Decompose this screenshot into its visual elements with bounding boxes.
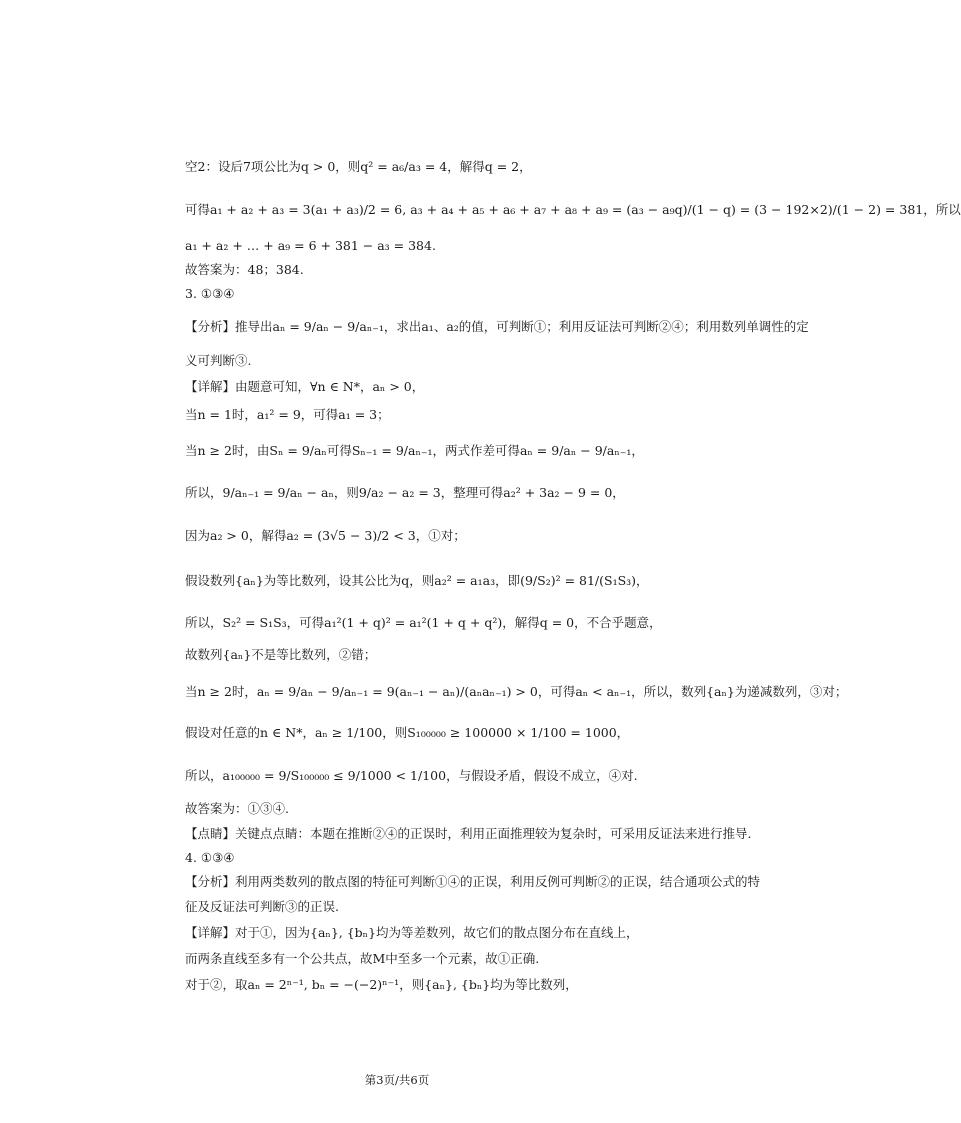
detail-line-8: 故数列{aₙ}不是等比数列，②错； bbox=[185, 647, 377, 662]
comment-line: 【点睛】关键点点睛：本题在推断②④的正误时，利用正面推理较为复杂时，可采用反证法来进行推导. bbox=[185, 826, 752, 841]
section-number-4: 4. ①③④ bbox=[185, 850, 235, 865]
analysis-line-2: 义可判断③. bbox=[185, 353, 252, 368]
analysis-line-3: 【分析】利用两类数列的散点图的特征可判断①④的正误，利用反例可判断②的正误，结合通项公式的特 bbox=[185, 874, 761, 889]
detail-line-9: 当n ≥ 2时，aₙ = 9/aₙ − 9/aₙ₋₁ = 9(aₙ₋₁ − aₙ)/(aₙaₙ₋₁) > 0，可得aₙ < aₙ₋₁，所以，数列{aₙ}为递减数列，③对； bbox=[185, 684, 848, 699]
page-footer: 第3页/共6页 bbox=[364, 1073, 430, 1087]
text-line-3: a₁ + a₂ + … + a₉ = 6 + 381 − a₃ = 384. bbox=[185, 238, 436, 253]
detail-line-10: 假设对任意的n ∈ N*，aₙ ≥ 1/100，则S₁₀₀₀₀₀ ≥ 100000 × 1/100 = 1000， bbox=[185, 725, 630, 740]
detail-line-4: 所以，9/aₙ₋₁ = 9/aₙ − aₙ，则9/a₂ − a₂ = 3，整理可得a₂² + 3a₂ − 9 = 0， bbox=[185, 485, 625, 500]
detail-line-5: 因为a₂ > 0，解得a₂ = (3√5 − 3)/2 < 3，①对； bbox=[185, 528, 466, 543]
section-number-3: 3. ①③④ bbox=[185, 286, 235, 301]
text-line-1: 空2：设后7项公比为q > 0，则q² = a₆/a₃ = 4，解得q = 2， bbox=[185, 159, 532, 174]
text-line-2: 可得a₁ + a₂ + a₃ = 3(a₁ + a₃)/2 = 6, a₃ + a₄ + a₅ + a₆ + a₇ + a₈ + a₉ = (a₃ − a₉q)/(1 − q) = (3 − 192×2)/(1 − 2) = 381，所以 bbox=[185, 202, 961, 217]
text-line-4: 故答案为：48；384. bbox=[185, 262, 304, 277]
detail-line-3: 当n ≥ 2时，由Sₙ = 9/aₙ可得Sₙ₋₁ = 9/aₙ₋₁，两式作差可得aₙ = 9/aₙ − 9/aₙ₋₁， bbox=[185, 443, 644, 458]
detail-line-12: 【详解】对于①，因为{aₙ}, {bₙ}均为等差数列，故它们的散点图分布在直线上， bbox=[185, 925, 639, 940]
detail-line-2: 当n = 1时，a₁² = 9，可得a₁ = 3； bbox=[185, 407, 390, 422]
analysis-line-1: 【分析】推导出aₙ = 9/aₙ − 9/aₙ₋₁，求出a₁、a₂的值，可判断①；利用反证法可判断②④；利用数列单调性的定 bbox=[185, 319, 809, 334]
detail-line-11: 所以，a₁₀₀₀₀₀ = 9/S₁₀₀₀₀₀ ≤ 9/1000 < 1/100，与假设矛盾，假设不成立，④对. bbox=[185, 768, 638, 783]
answer-line: 故答案为：①③④. bbox=[185, 801, 289, 816]
detail-line-6: 假设数列{aₙ}为等比数列，设其公比为q，则a₂² = a₁a₃，即(9/S₂)² = 81/(S₁S₃)， bbox=[185, 573, 649, 588]
detail-line-13: 而两条直线至多有一个公共点，故M中至多一个元素，故①正确. bbox=[185, 951, 540, 966]
detail-line-1: 【详解】由题意可知，∀n ∈ N*，aₙ > 0， bbox=[185, 379, 425, 394]
detail-line-7: 所以，S₂² = S₁S₃，可得a₁²(1 + q)² = a₁²(1 + q + q²)，解得q = 0，不合乎题意， bbox=[185, 615, 662, 630]
detail-line-14: 对于②，取aₙ = 2ⁿ⁻¹, bₙ = −(−2)ⁿ⁻¹，则{aₙ}, {bₙ}均为等比数列， bbox=[185, 977, 578, 992]
analysis-line-4: 征及反证法可判断③的正误. bbox=[185, 899, 339, 914]
